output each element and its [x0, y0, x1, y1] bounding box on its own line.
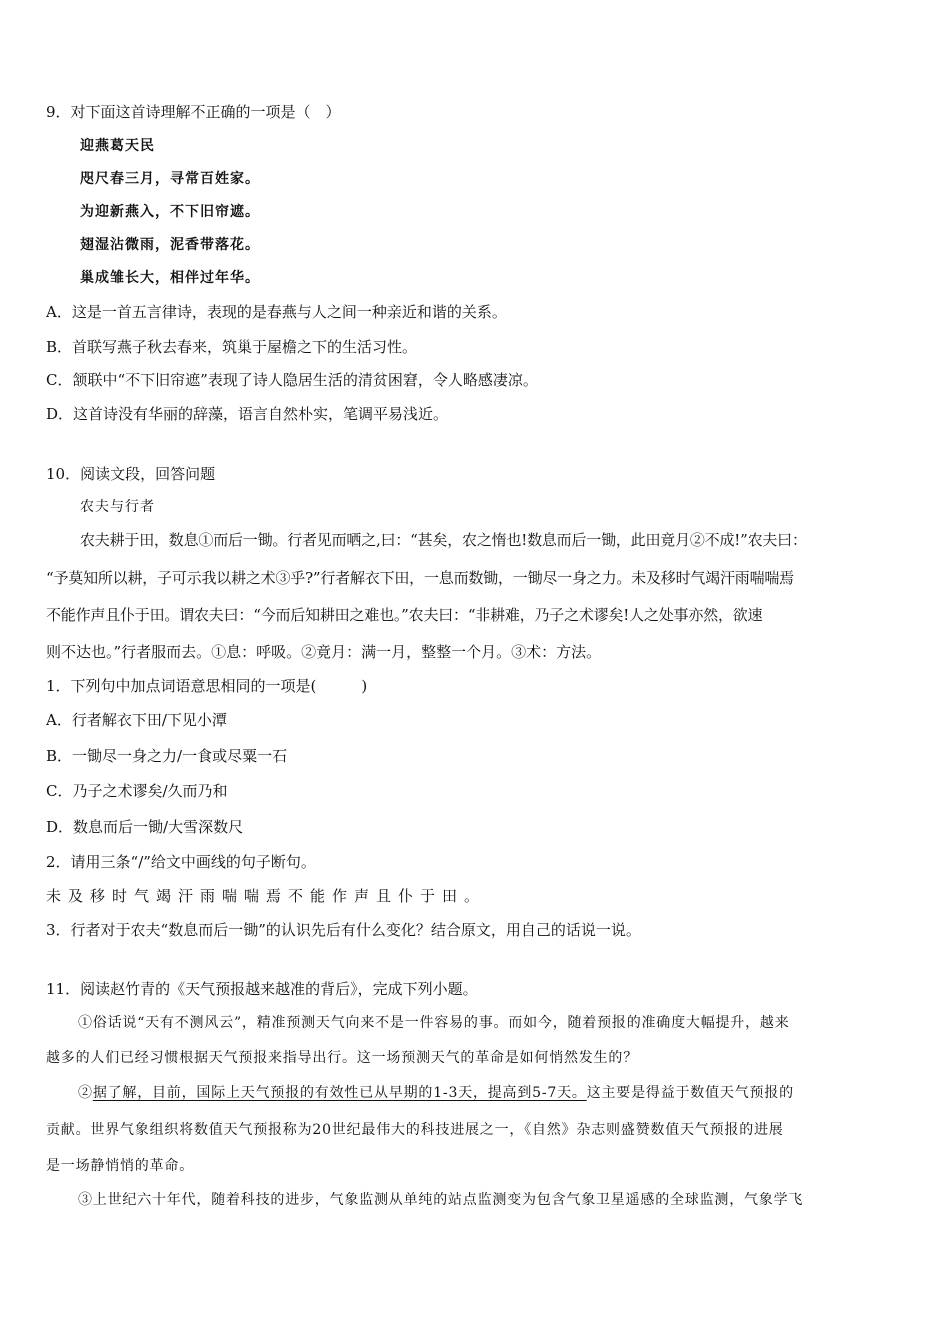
q10-stem: 10．阅读文段，回答问题 — [46, 465, 216, 483]
passage-line: 不能作声且仆于田。谓农夫曰：“今而后知耕田之难也。”农夫曰：“非耕难，乃子之术谬矣!人之处事亦然，欲速 — [46, 606, 763, 624]
article-paragraph-cont: 越多的人们已经习惯根据天气预报来指导出行。这一场预测天气的革命是如何悄然发生的？ — [46, 1050, 638, 1066]
paragraph-number: ② — [78, 1085, 93, 1101]
passage-title: 农夫与行者 — [80, 499, 155, 515]
q9-option-b: B．首联写燕子秋去春来，筑巢于屋檐之下的生活习性。 — [46, 338, 418, 356]
article-paragraph: ①俗话说“天有不测风云”，精准预测天气向来不是一件容易的事。而如今，随着预报的准确度大幅提升，越来 — [78, 1015, 790, 1031]
article-paragraph: ③上世纪六十年代，随着科技的进步，气象监测从单纯的站点监测变为包含气象卫星遥感的全球监测，气象学飞 — [78, 1192, 804, 1208]
paragraph-text: 这主要是得益于数值天气预报的 — [586, 1085, 794, 1101]
poem-line: 翅湿沾微雨，泥香带落花。 — [80, 237, 260, 253]
underlined-sentence: 据了解，目前，国际上天气预报的有效性已从早期的1-3天，提高到5-7天。 — [92, 1085, 587, 1101]
poem-title: 迎燕葛天民 — [80, 138, 155, 154]
poem-line: 为迎新燕入，不下旧帘遮。 — [80, 204, 260, 220]
q9-stem: 9．对下面这首诗理解不正确的一项是（ ） — [46, 103, 341, 121]
q11-stem: 11．阅读赵竹青的《天气预报越来越准的背后》，完成下列小题。 — [46, 980, 478, 998]
q9-option-d: D．这首诗没有华丽的辞藻，语言自然朴实，笔调平易浅近。 — [46, 405, 449, 423]
sub2-sentence: 未及移时气竭汗雨喘喘焉不能作声且仆于田。 — [46, 887, 487, 905]
passage-line: “予莫知所以耕，子可示我以耕之术③乎?”行者解衣下田，一息而数锄，一锄尽一身之力。未及移时气竭汗雨喘喘焉 — [46, 569, 794, 587]
article-paragraph — [78, 1082, 904, 1104]
poem-line: 咫尺春三月，寻常百姓家。 — [80, 171, 260, 187]
q9-option-c: C．颔联中“不下旧帘遮”表现了诗人隐居生活的清贫困窘，令人略感凄凉。 — [46, 371, 538, 389]
passage-line: 农夫耕于田，数息①而后一锄。行者见而哂之,曰：“甚矣，农之惰也!数息而后一锄，此田竟月②不成!”农夫曰： — [80, 531, 807, 549]
q9-option-a: A．这是一首五言律诗，表现的是春燕与人之间一种亲近和谐的关系。 — [46, 303, 507, 321]
sub1-option-a: A．行者解衣下田/下见小潭 — [46, 711, 227, 729]
passage-line: 则不达也。”行者服而去。①息：呼吸。②竟月：满一月，整整一个月。③术：方法。 — [46, 643, 602, 661]
q10-sub2: 2．请用三条“/”给文中画线的句子断句。 — [46, 853, 316, 871]
sub1-option-b: B．一锄尽一身之力/一食或尽粟一石 — [46, 747, 288, 765]
article-paragraph-cont: 是一场静悄悄的革命。 — [46, 1158, 194, 1174]
sub1-option-d: D．数息而后一锄/大雪深数尺 — [46, 818, 244, 836]
q10-sub1: 1．下列句中加点词语意思相同的一项是( ) — [46, 677, 368, 695]
sub1-option-c: C．乃子之术谬矣/久而乃和 — [46, 782, 228, 800]
article-paragraph-cont: 贡献。世界气象组织将数值天气预报称为20世纪最伟大的科技进展之一，《自然》杂志则盛赞数值天气预报的进展 — [46, 1122, 784, 1138]
q10-sub3: 3．行者对于农夫“数息而后一锄”的认识先后有什么变化？结合原文，用自己的话说一说。 — [46, 921, 641, 939]
poem-line: 巢成雏长大，相伴过年华。 — [80, 270, 260, 286]
